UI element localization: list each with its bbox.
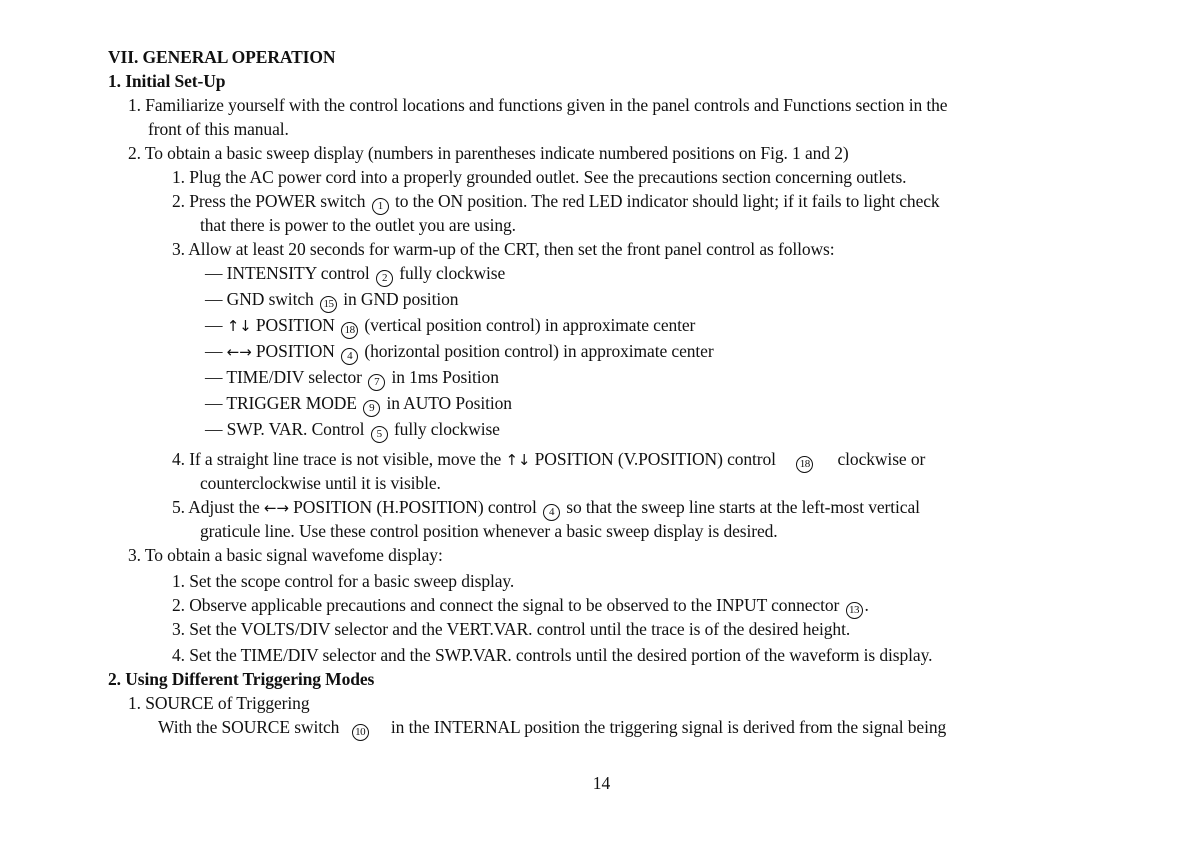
text-fragment: POSITION (H.POSITION) control <box>293 497 537 517</box>
text-fragment: POSITION <box>255 315 335 335</box>
step-1-line-2: front of this manual. <box>148 119 289 139</box>
text-fragment: — TRIGGER MODE <box>205 393 357 413</box>
subsection-title-initial-setup: 1. Initial Set-Up <box>108 71 226 91</box>
text-fragment: — SWP. VAR. Control <box>205 419 365 439</box>
position-marker: 15 <box>320 296 337 313</box>
up-down-arrow-icon: ↑↓ <box>226 317 252 335</box>
step-2-4-line-1 <box>172 448 925 473</box>
text-fragment: — GND switch <box>205 289 314 309</box>
text-fragment: 4. If a straight line trace is not visible, move the <box>172 449 502 469</box>
page-number: 14 <box>592 773 611 793</box>
position-marker: 13 <box>846 602 863 619</box>
position-marker: 9 <box>363 400 380 417</box>
text-fragment: in 1ms Position <box>391 367 499 387</box>
text-fragment: in GND position <box>343 289 459 309</box>
subsection-title-triggering-modes: 2. Using Different Triggering Modes <box>108 669 375 689</box>
position-marker: 4 <box>341 348 358 365</box>
text-fragment: (horizontal position control) in approximate center <box>364 341 714 361</box>
text-fragment: in AUTO Position <box>386 393 512 413</box>
step-2-2-line-2: that there is power to the outlet you are using. <box>200 215 516 235</box>
step-1-line-1: 1. Familiarize yourself with the control locations and functions given in the panel controls and Functions section in the <box>128 95 948 115</box>
position-marker: 4 <box>543 504 560 521</box>
setting-time-div <box>205 366 499 391</box>
position-marker: 1 <box>372 198 389 215</box>
position-marker: 7 <box>368 374 385 391</box>
setting-swp-var <box>205 418 500 443</box>
text-fragment: . <box>864 595 869 615</box>
text-fragment: fully clockwise <box>399 263 506 283</box>
text-fragment: to the ON position. The red LED indicator should light; if it fails to light check <box>394 191 940 211</box>
up-down-arrow-icon: ↑↓ <box>505 451 531 469</box>
text-fragment: in the INTERNAL position the triggering signal is derived from the signal being <box>390 717 947 737</box>
step-3-4: 4. Set the TIME/DIV selector and the SWP.VAR. controls until the desired portion of the waveform is display. <box>172 645 933 665</box>
text-fragment: — <box>205 341 223 361</box>
text-fragment: 2. Press the POWER switch <box>172 191 366 211</box>
left-right-arrow-icon: ←→ <box>263 499 289 517</box>
position-marker: 18 <box>796 456 813 473</box>
position-marker: 2 <box>376 270 393 287</box>
text-fragment: fully clockwise <box>393 419 500 439</box>
step-3-2 <box>172 594 869 619</box>
text-fragment: — <box>205 315 223 335</box>
step-3-heading: 3. To obtain a basic signal wavefome display: <box>128 545 443 565</box>
position-marker: 18 <box>341 322 358 339</box>
text-fragment: With the SOURCE switch <box>158 717 340 737</box>
step-2-3: 3. Allow at least 20 seconds for warm-up of the CRT, then set the front panel control as follows: <box>172 239 835 259</box>
section-title: VII. GENERAL OPERATION <box>108 47 336 67</box>
step-2-5-line-2: graticule line. Use these control position whenever a basic sweep display is desired. <box>200 521 778 541</box>
left-right-arrow-icon: ←→ <box>226 343 252 361</box>
step-2-5-line-1 <box>172 496 920 521</box>
step-2-2-line-1 <box>172 190 940 215</box>
text-fragment: — INTENSITY control <box>205 263 370 283</box>
setting-intensity <box>205 262 505 287</box>
step-2-1: 1. Plug the AC power cord into a properly grounded outlet. See the precautions section concerning outlets. <box>172 167 907 187</box>
setting-gnd-switch <box>205 288 458 313</box>
step-2-4-line-2: counterclockwise until it is visible. <box>200 473 441 493</box>
source-heading: 1. SOURCE of Triggering <box>128 693 310 713</box>
step-3-3: 3. Set the VOLTS/DIV selector and the VERT.VAR. control until the trace is of the desired height. <box>172 619 851 639</box>
text-fragment: (vertical position control) in approximate center <box>364 315 696 335</box>
setting-horizontal-position <box>205 340 714 365</box>
setting-vertical-position <box>205 314 695 339</box>
setting-trigger-mode <box>205 392 512 417</box>
text-fragment: — TIME/DIV selector <box>205 367 362 387</box>
text-fragment: 5. Adjust the <box>172 497 260 517</box>
text-fragment: 2. Observe applicable precautions and connect the signal to be observed to the INPUT connector <box>172 595 840 615</box>
text-fragment: clockwise or <box>837 449 926 469</box>
text-fragment: POSITION (V.POSITION) control <box>534 449 776 469</box>
position-marker: 10 <box>352 724 369 741</box>
text-fragment: POSITION <box>255 341 335 361</box>
text-fragment: so that the sweep line starts at the left-most vertical <box>566 497 920 517</box>
step-2-heading: 2. To obtain a basic sweep display (numbers in parentheses indicate numbered positions on Fig. 1 and 2) <box>128 143 849 163</box>
step-3-1: 1. Set the scope control for a basic sweep display. <box>172 571 515 591</box>
source-paragraph <box>158 716 946 741</box>
position-marker: 5 <box>371 426 388 443</box>
